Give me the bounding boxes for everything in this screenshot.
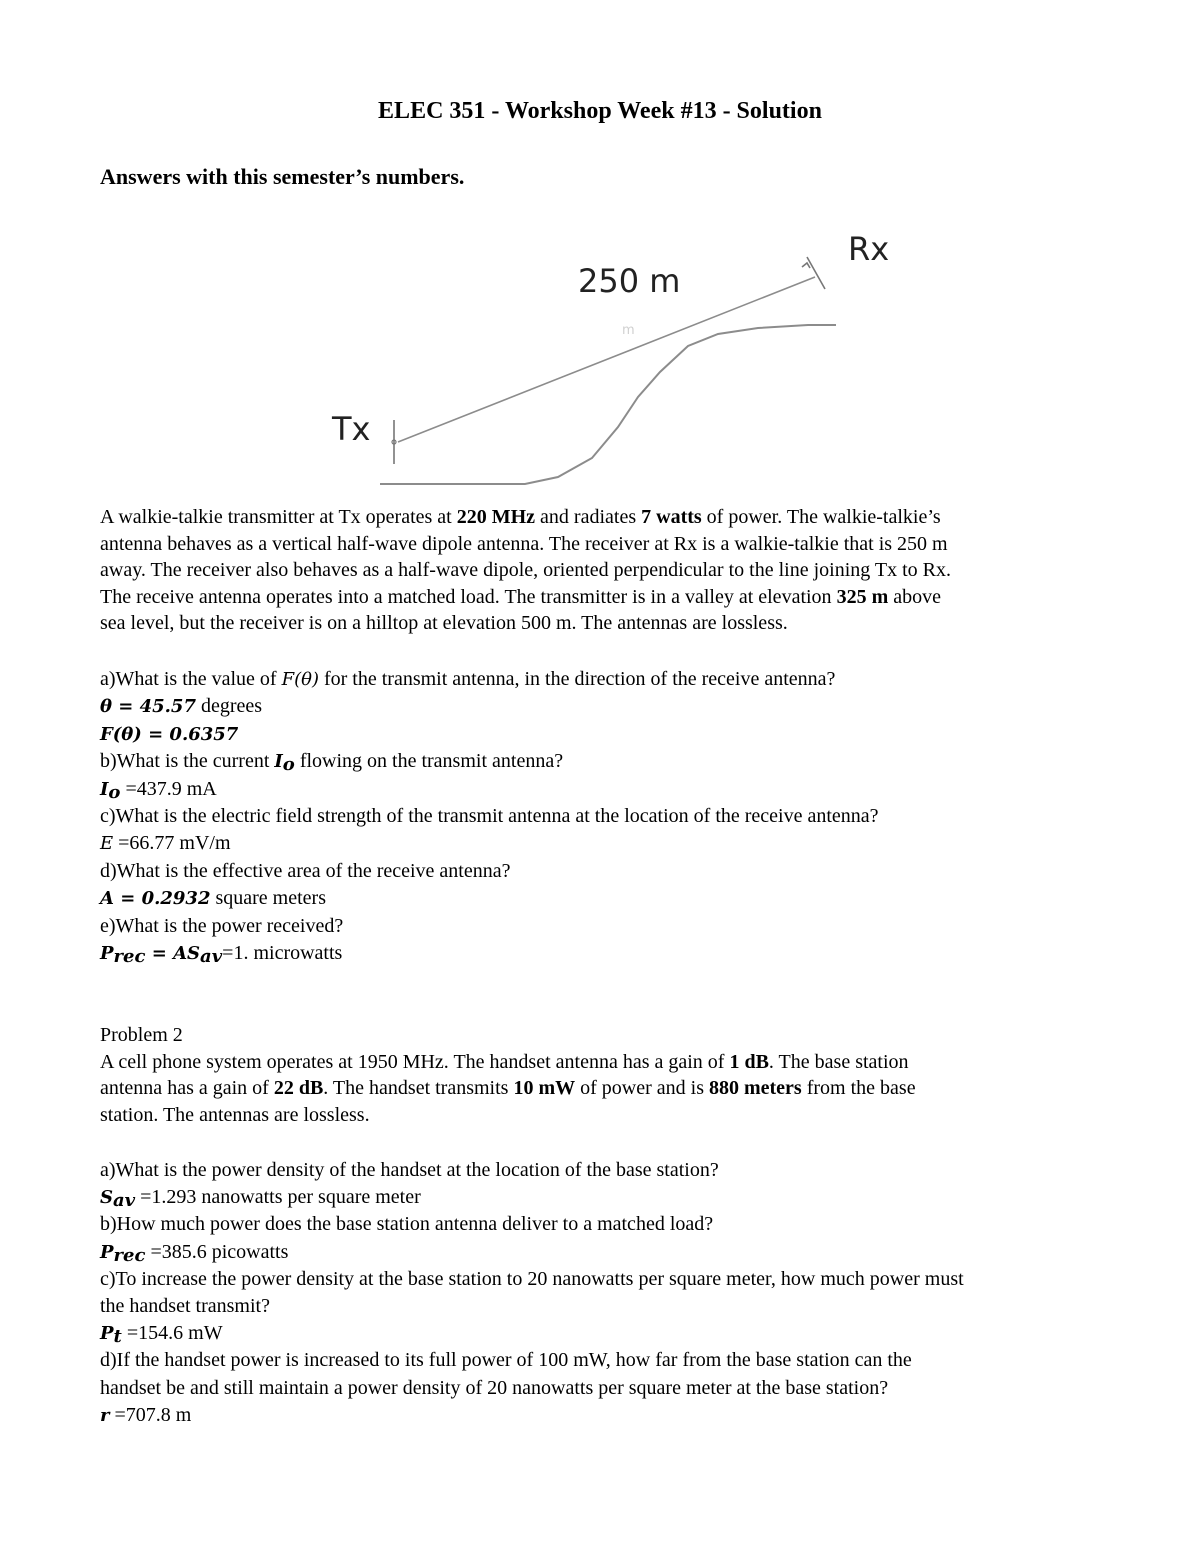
question-1c: c)What is the electric field strength of the transmit antenna at the location of the receive antenna? [100, 805, 879, 828]
page-title: ELEC 351 - Workshop Week #13 - Solution [378, 98, 822, 124]
rx-label: Rx [848, 230, 890, 268]
answer-2a: $S_{av} =1.293$ nanowatts per square meter [100, 1186, 421, 1212]
subtitle: Answers with this semester’s numbers. [100, 164, 465, 189]
problem2-qa: a)What is the power density of the handset at the location of the base station? $S_{av} =1.293$ nanowatts per square meter b)How much power does the base station antenna deliver to a matched load? $P_{rec} =385.6$ picowatts c)To increase the power density at the base station to 20 nanowatts per square meter, how much power must the handset transmit? $P_t =154.6$ mW d)If the handset power is increased to its full power of 100 mW, how far from the base station can the handset be and still maintain a power density of 20 nanowatts per square meter at the base station? r =707.8 m [100, 1157, 1120, 1429]
question-2d: d)If the handset power is increased to its full power of 100 mW, how far from the base station can the [100, 1349, 912, 1372]
answer-1c: E =66.77 mV/m [100, 832, 231, 855]
answer-2d: r =707.8 m [100, 1403, 192, 1426]
antenna-diagram [320, 222, 900, 497]
question-2c: c)To increase the power density at the base station to 20 nanowatts per square meter, how much power must [100, 1267, 964, 1290]
answer-1b: $I_o =437.9$ mA [100, 777, 217, 803]
tx-label: Tx [332, 410, 371, 448]
question-1b: b)What is the current $I_o$ flowing on the transmit antenna? [100, 750, 564, 776]
answer-1e: $P_{rec} = AS_{av}=1$. microwatts [100, 942, 343, 968]
problem1-intro: A walkie-talkie transmitter at Tx operates at 220 MHz and radiates 7 watts of power. The walkie-talkie’s antenna behaves as a vertical half-wave dipole antenna. The receiver at Rx is a walkie-talkie that is 250 m away. The receiver also behaves as a half-wave dipole, oriented perpendicular to the line joining Tx to Rx. The receive antenna operates into a matched load. The transmitter is in a valley at elevation 325 m above sea level, but the receiver is on a hilltop at elevation 500 m. The antennas are lossless. [100, 506, 951, 635]
distance-label: 250 m [578, 262, 681, 300]
question-2b: b)How much power does the base station antenna deliver to a matched load? [100, 1213, 714, 1236]
question-2a: a)What is the power density of the handset at the location of the base station? [100, 1159, 719, 1181]
question-1d: d)What is the effective area of the receive antenna? [100, 859, 511, 882]
answer-1a-f: F(θ) = 0.6357 [100, 723, 239, 745]
problem2-intro: Problem 2 A cell phone system operates at 1950 MHz. The handset antenna has a gain of 1 dB. The base station antenna has a gain of 22 dB. The handset transmits 10 mW of power and is 880 meters from the base station. The antennas are lossless. [100, 1022, 1120, 1128]
faint-mark: m [622, 323, 635, 338]
rx-antenna [802, 257, 825, 289]
line-of-sight [398, 277, 815, 442]
question-1e: e)What is the power received? [100, 914, 344, 937]
answer-1d: A = 0.2932 square meters [100, 887, 326, 910]
answer-1a-theta: θ = 45.57 degrees [100, 695, 263, 718]
answer-2b: $P_{rec} =385.6$ picowatts [100, 1240, 289, 1266]
problem2-heading: Problem 2 [100, 1024, 183, 1046]
terrain-profile [380, 325, 836, 484]
problem1-qa [100, 666, 1120, 967]
question-1a: a)What is the value of F(θ) for the transmit antenna, in the direction of the receive antenna? [100, 668, 836, 690]
answer-2c: $P_t =154.6$ mW [100, 1322, 223, 1348]
